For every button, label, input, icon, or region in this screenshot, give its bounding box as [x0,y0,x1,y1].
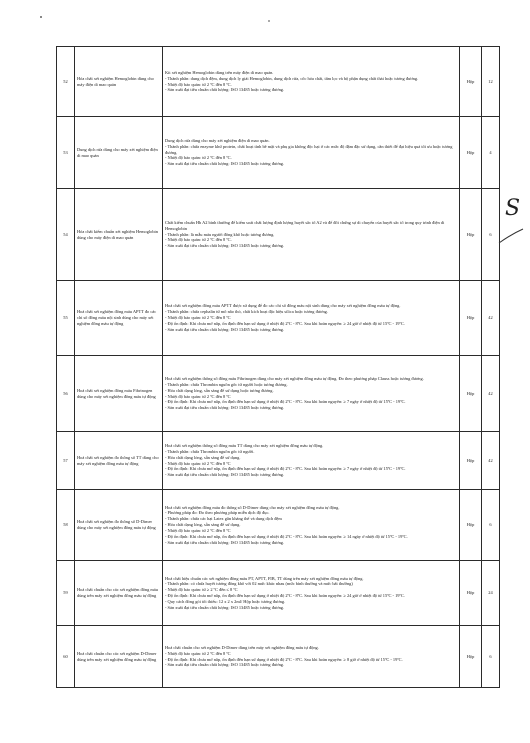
spec-line: - Độ ổn định: Khi chưa mở nắp, ổn định đến hạn sử dụng ở nhiệt độ 2ºC - 8ºC. Sau khi hoàn nguyên: ≥ 24 giờ ở nhiệt độ từ 15ºC - 19ºC. [165,320,405,326]
spec-line: - Sản xuất đạt tiêu chuẩn chất lượng: ISO 13485 hoặc tương đương. [165,604,285,610]
spec-line: - Độ ổn định: Khi chưa mở nắp, ổn định đến hạn sử dụng ở nhiệt độ 2ºC - 8ºC. Sau khi hoàn nguyên: ≥ 7 ngày ở nhiệt độ từ 15ºC - 19ºC. [165,399,406,405]
row-number: 55 [57,281,75,356]
spec-line: Hoá chất xét nghiệm thông số đông máu Fibrinogen dùng cho máy xét nghiệm đông máu tự động. Đo theo phương pháp Clauss hoặc tương đương. [165,376,424,382]
spec-line: - Thành phần: chứa các hạt Latex gắn kháng thể và dung dịch đệm [165,516,282,522]
row-number: 59 [57,561,75,626]
technical-spec [163,47,460,117]
product-name: Hoá chất xét nghiệm đông máu Fibrinogen dùng cho máy xét nghiệm đông máu tự động [75,356,163,432]
quantity: 42 [482,432,500,490]
spec-line: - Thành phần: là mẫu máu người đông khô hoặc tương đương. [165,231,275,237]
row-number: 60 [57,626,75,688]
quantity: 6 [482,189,500,281]
spec-line: - Hóa chất dạng lỏng, sẵn sàng để sử dụng. [165,454,241,460]
handwritten-stroke [498,228,524,244]
spec-line: - Sản xuất đạt tiêu chuẩn chất lượng: ISO 13485 hoặc tương đương. [165,161,285,167]
quantity: 6 [482,626,500,688]
spec-line: - Sản xuất đạt tiêu chuẩn chất lượng: ISO 13485 hoặc tương đương. [165,472,285,478]
spec-line: - Hóa chất dạng lỏng, sẵn sàng để sử dụng. [165,522,241,528]
technical-spec [163,281,460,356]
technical-spec [163,189,460,281]
product-name: Hoá chất chuẩn cho các xét nghiệm D-Dimer dùng trên máy xét nghiệm đông máu tự động [75,626,163,688]
spec-line: - Độ ổn định: Khi chưa mở nắp, ổn định đến hạn sử dụng ở nhiệt độ 2ºC - 8ºC. Sau khi hoàn nguyên: ≥ 14 ngày ở nhiệt độ từ 15ºC - 19ºC. [165,533,408,539]
table-row [57,356,500,432]
quantity: 6 [482,490,500,561]
spec-line: Chất kiểm chuẩn Hb A2 bình thường để kiểm soát chất lượng định lượng huyết sắc tố A2 và để đối chứng sự di chuyển của huyết sắc tố trong quy trình điện di Hemoglobin [165,219,445,231]
spec-line: - Nhiệt độ bảo quản: từ 2 ºC đến 8 ºC [165,650,231,656]
product-name: Hoá chất chuẩn cho các xét nghiệm đông máu dùng trên máy xét nghiệm đông máu tự động [75,561,163,626]
spec-line: - Thành phần: có chứa huyết tương đông khô với 02 mức khác nhau (mức bình thường và mức bất thường) [165,581,353,587]
row-number: 56 [57,356,75,432]
technical-spec [163,117,460,189]
spec-line: - Nhiệt độ bảo quản: từ 2 ºC đến 8 ºC [165,315,231,321]
table-row [57,117,500,189]
row-number: 53 [57,117,75,189]
unit: Hộp [460,189,482,281]
unit: Hộp [460,490,482,561]
handwritten-margin-mark: S [505,196,521,221]
spec-line: - Sản xuất đạt tiêu chuẩn chất lượng: ISO 13485 hoặc tương đương. [165,87,285,93]
unit: Hộp [460,281,482,356]
quantity: 24 [482,561,500,626]
table-row [57,561,500,626]
spec-line: - Sản xuất đạt tiêu chuẩn chất lượng: ISO 13485 hoặc tương đương. [165,539,285,545]
product-name: Hóa chất kiểm chuẩn xét nghiệm Hemoglobin dùng cho máy điện di mao quản [75,189,163,281]
spec-line: Dung dịch rửa dùng cho máy xét nghiệm điện di mao quản. [165,137,270,143]
spec-line: - Độ ổn định: Khi chưa mở nắp, ổn định đến hạn sử dụng ở nhiệt độ 2ºC - 8ºC. Sau khi hoàn nguyên: ≥ 24 giờ ở nhiệt độ từ 15ºC - 19ºC. [165,593,405,598]
table-body [57,47,500,688]
spec-line: - Thành phần: chứa cephalin từ mô não thỏ, chất kích hoạt đặc hiệu silica hoặc tương đương. [165,309,328,315]
spec-line: - Sản xuất đạt tiêu chuẩn chất lượng: ISO 13485 hoặc tương đương. [165,405,285,411]
spec-line: - Sản xuất đạt tiêu chuẩn chất lượng: ISO 13485 hoặc tương đương. [165,662,285,668]
spec-line: - Độ ổn định: Khi chưa mở nắp, ổn định đến hạn sử dụng ở nhiệt độ 2ºC - 8ºC. Sau khi hoàn nguyên: ≥ 7 ngày ở nhiệt độ từ 15ºC - 19ºC. [165,466,406,472]
product-name: Hoá chất xét nghiệm đo thông số D-Dimer dùng cho máy xét nghiệm đông máu tự động [75,490,163,561]
quantity: 12 [482,47,500,117]
product-name: Hoá chất xét nghiệm đo thông số TT dùng cho máy xét nghiệm đông máu tự động [75,432,163,490]
quantity: 4 [482,117,500,189]
product-name: Hóa chất xét nghiệm Hemoglobin dùng cho máy điện di mao quản [75,47,163,117]
specification-table [56,46,500,688]
quantity: 42 [482,281,500,356]
scan-speck [268,20,270,22]
spec-line: - Nhiệt độ bảo quản: từ 2 ºC đến 8 ºC [165,527,231,533]
product-name: Dung dịch rửa dùng cho máy xét nghiệm điện di mao quản [75,117,163,189]
unit: Hộp [460,47,482,117]
unit: Hộp [460,626,482,688]
spec-line: - Sản xuất đạt tiêu chuẩn chất lượng: ISO 13485 hoặc tương đương. [165,243,285,249]
table-row [57,47,500,117]
spec-line: - Nhiệt độ bảo quản: từ ≥ 2 ºC đến ≤ 8 ºC [165,587,238,593]
technical-spec [163,561,460,626]
spec-line: Hoá chất xét nghiệm đông máu đo thông số D-Dimer dùng cho máy xét nghiệm đông máu tự động. [165,504,340,510]
spec-line: - Nhiệt độ bảo quản: từ 2 ºC đến 8 ºC. [165,237,232,243]
unit: Hộp [460,432,482,490]
spec-line: - Nhiệt độ bảo quản: từ 2 ºC đến 8 ºC. [165,155,232,161]
spec-line: - Thành phần: chứa Thrombin nguồn gốc từ người. [165,448,255,454]
table-row [57,281,500,356]
technical-spec [163,490,460,561]
spec-line: Hoá chất xét nghiệm đông máu APTT được sử dụng để đo các chỉ số đông máu nội sinh dùng cho máy xét nghiệm đông máu tự động. [165,303,401,309]
table-row [57,189,500,281]
spec-line: Hoá chất hiệu chuẩn các xét nghiệm đông máu PT, APTT, FIB, TT dùng trên máy xét nghiệm đông máu tự động. [165,575,364,581]
table-row [57,626,500,688]
unit: Hộp [460,356,482,432]
row-number: 57 [57,432,75,490]
spec-line: Hoá chất xét nghiệm thông số đông máu TT dùng cho máy xét nghiệm đông máu tự động. [165,443,324,449]
technical-spec [163,626,460,688]
technical-spec [163,356,460,432]
technical-spec [163,432,460,490]
spec-line: - Phương pháp đo: Đo theo phương pháp miễn dịch độ đục. [165,510,270,516]
row-number: 54 [57,189,75,281]
spec-line: - Nhiệt độ bảo quản: từ 2 ºC đến 8 ºC. [165,81,232,87]
spec-line: Hoá chất chuẩn cho xét nghiệm D-Dimer dùng trên máy xét nghiệm đông máu tự động. [165,644,319,650]
table-row [57,432,500,490]
unit: Hộp [460,561,482,626]
row-number: 58 [57,490,75,561]
unit: Hộp [460,117,482,189]
table-row [57,490,500,561]
spec-line: - Thành phần: chứa enzyme khử protein, chất hoạt tính bề mặt và phụ gia không độc hại ở các mức độ đậm đặc sử dụng, cần thiết để đạt hiệu quả tối ưu hoặc tương đương. [165,143,453,155]
spec-line: - Thành phần: dung dịch đệm, dung dịch ly giải Hemoglobin, dung dịch rửa, cốc hóa chất, tấm lọc và bộ phận dụng chất thải hoặc tương đương. [165,75,419,81]
spec-line: - Thành phần: chứa Thrombin nguồn gốc từ người hoặc tương đương. [165,381,288,387]
spec-line: - Quy cách đóng gói tối thiểu: 12 x 2 x 2ml/ Hộp hoặc tương đương. [165,598,286,604]
spec-line: - Nhiệt độ bảo quản: từ 2 ºC đến 8 ºC [165,393,231,399]
scan-speck [40,16,42,18]
spec-line: - Nhiệt độ bảo quản: từ 2 ºC đến 8 ºC [165,460,231,466]
spec-line: Kit xét nghiệm Hemoglobin dùng trên máy điện di mao quản. [165,69,274,75]
spec-line: - Sản xuất đạt tiêu chuẩn chất lượng: ISO 13485 hoặc tương đương. [165,326,285,332]
row-number: 52 [57,47,75,117]
product-name: Hoá chất xét nghiệm đông máu APTT đo các chỉ số đông máu nội sinh dùng cho máy xét nghiệm đông máu tự động [75,281,163,356]
spec-line: - Độ ổn định: Khi chưa mở nắp, ổn định đến hạn sử dụng ở nhiệt độ 2ºC - 8ºC. Sau khi hoàn nguyên: ≥ 8 giờ ở nhiệt độ từ 15ºC - 19ºC. [165,656,403,662]
spec-line: - Hóa chất dạng lỏng, sẵn sàng để sử dụng hoặc tương đương. [165,387,274,393]
quantity: 42 [482,356,500,432]
